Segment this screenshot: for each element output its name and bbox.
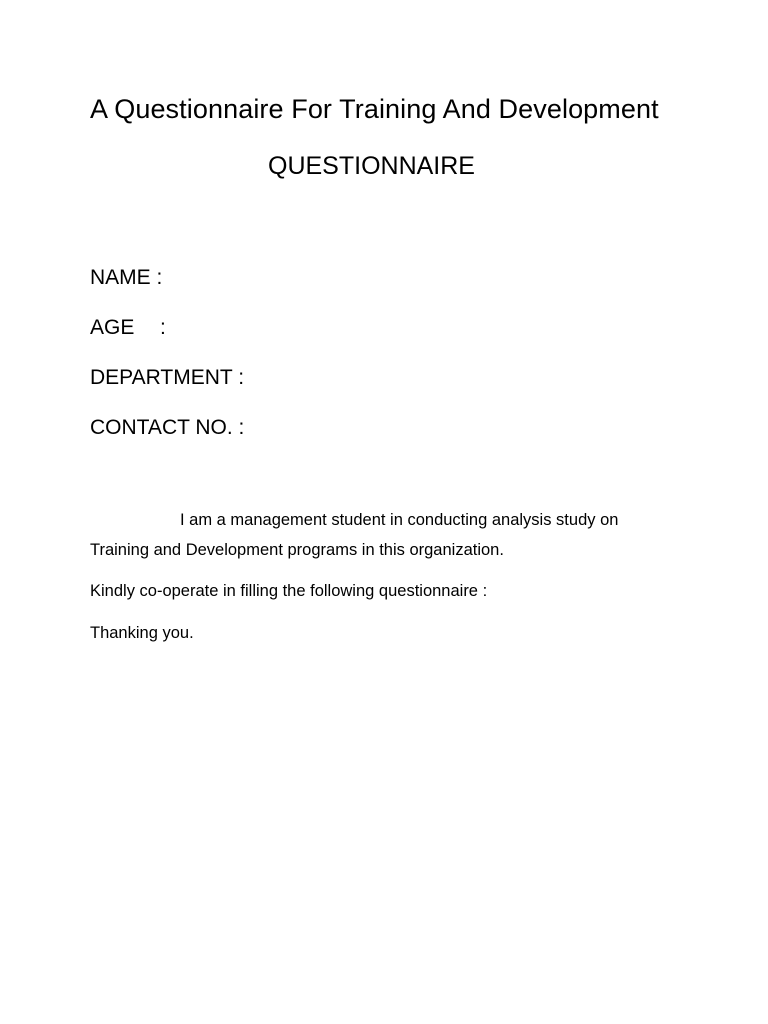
intro-paragraph-line-2: Training and Development programs in this organization. — [90, 541, 504, 559]
name-field-label: NAME : — [90, 266, 163, 289]
age-field-label: AGE — [90, 316, 135, 339]
closing-text: Thanking you. — [90, 624, 194, 642]
age-field — [90, 316, 166, 340]
department-field-label: DEPARTMENT : — [90, 366, 245, 389]
document-subtitle: QUESTIONNAIRE — [268, 152, 475, 180]
contact-field-label: CONTACT NO. : — [90, 416, 245, 439]
age-field-colon: : — [160, 316, 166, 339]
document-title: A Questionnaire For Training And Development — [90, 94, 659, 124]
request-text: Kindly co-operate in filling the following questionnaire : — [90, 582, 488, 600]
intro-paragraph-line-1: I am a management student in conducting analysis study on — [180, 511, 619, 529]
